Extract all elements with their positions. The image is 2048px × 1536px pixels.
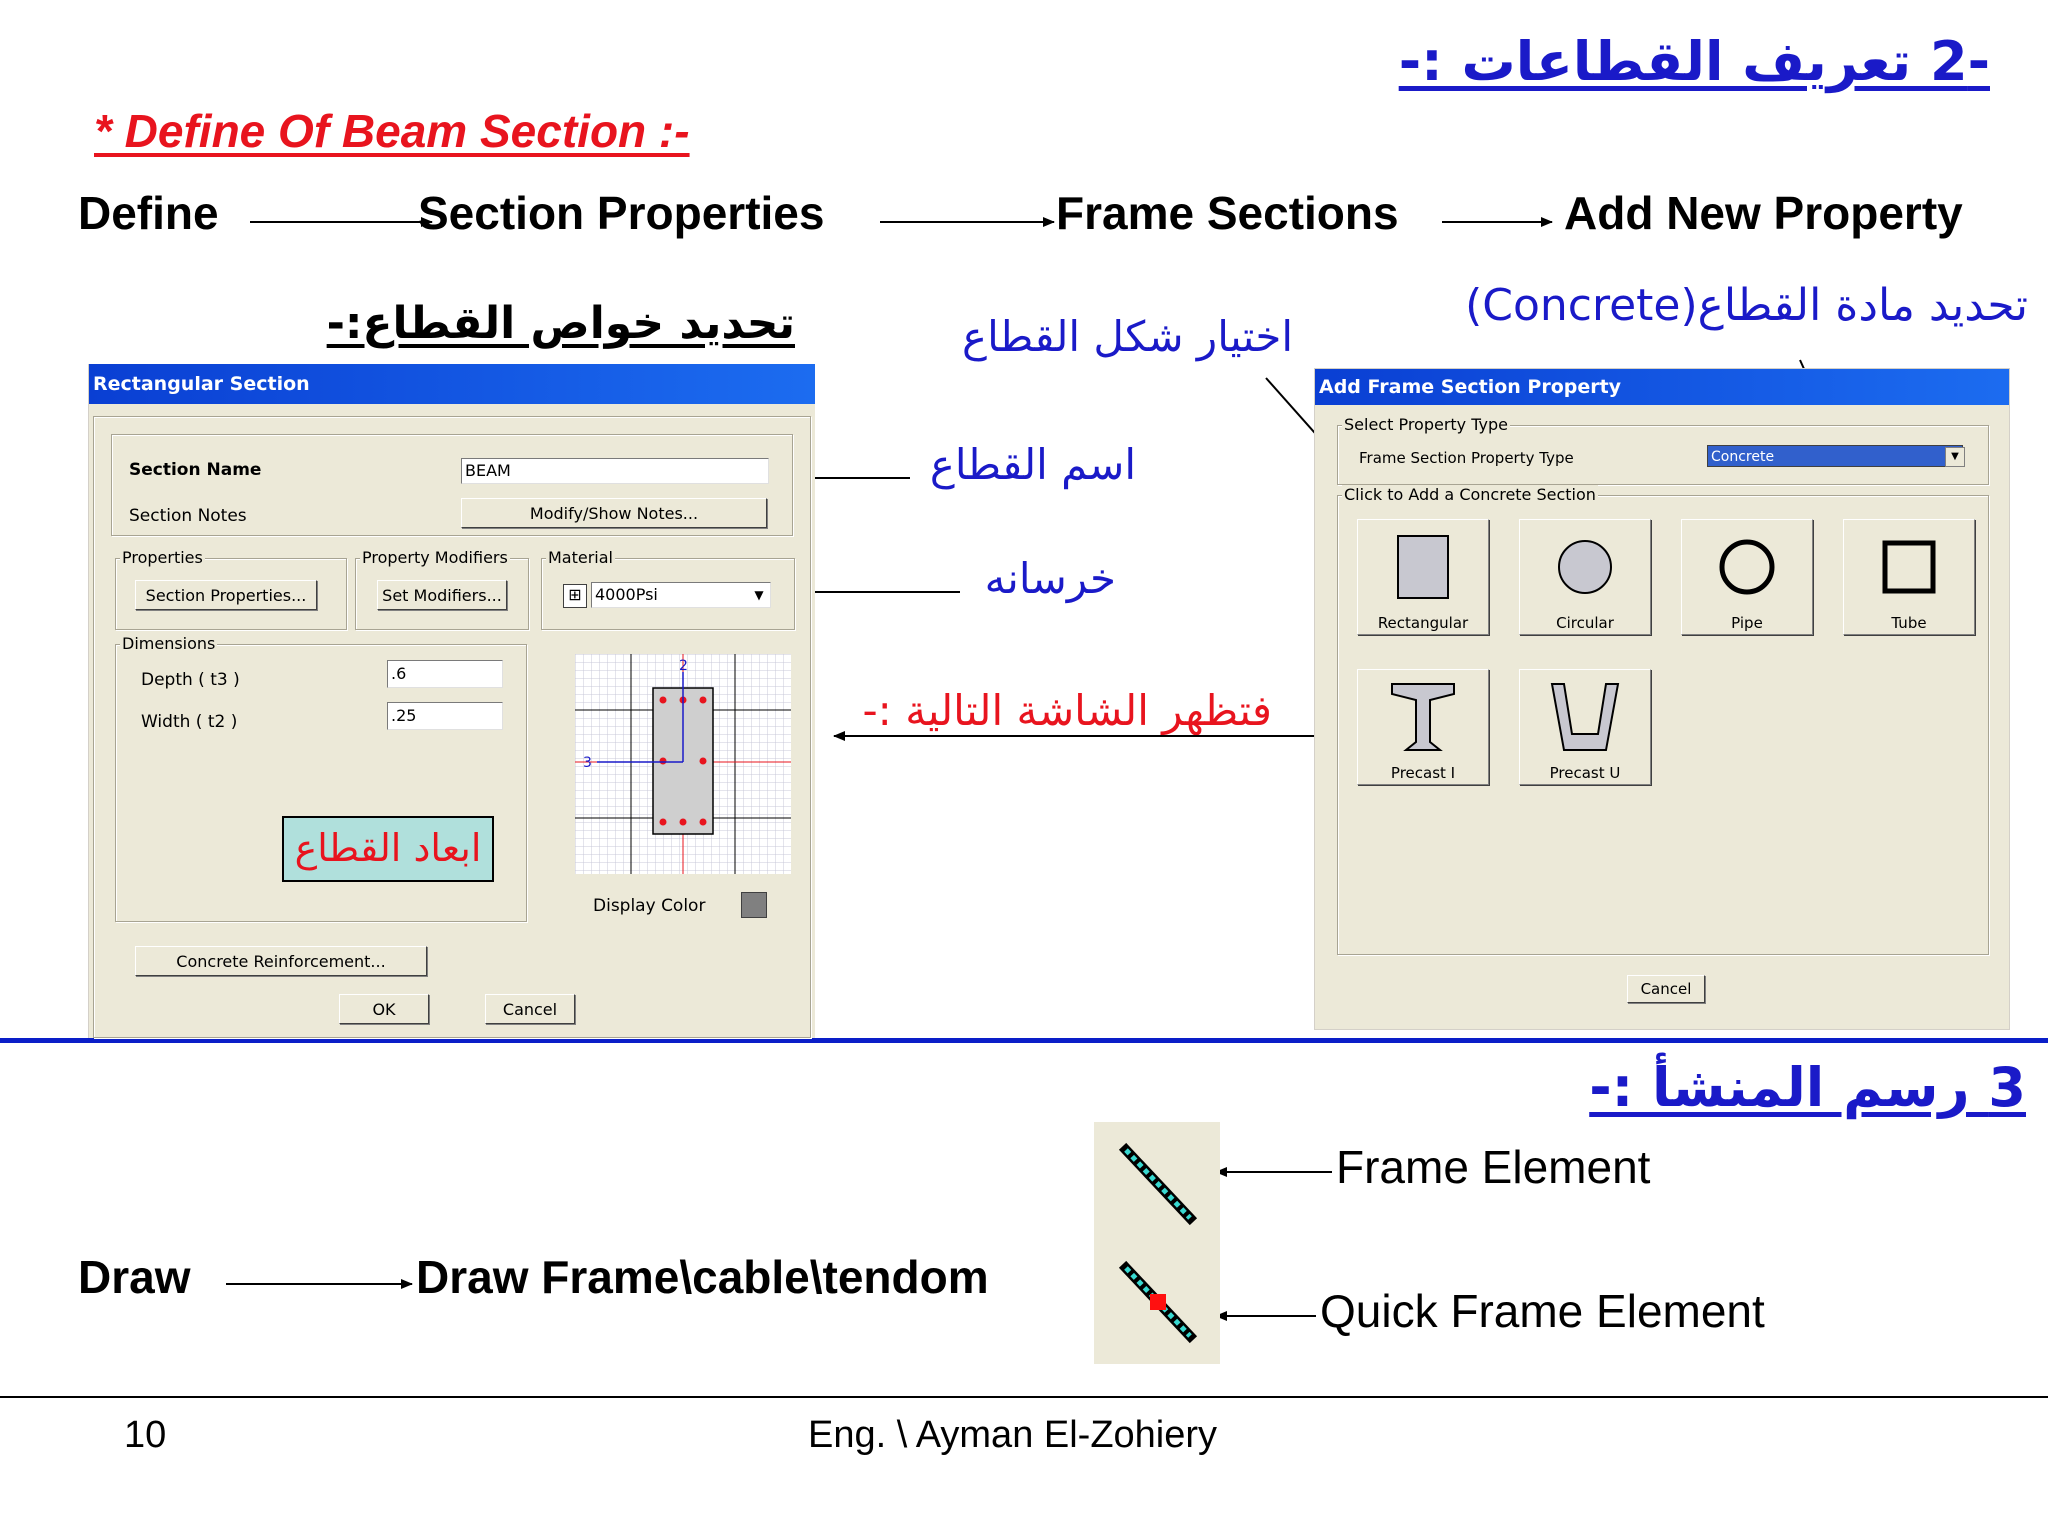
- property-modifiers-group-label: Property Modifiers: [362, 548, 508, 567]
- author-credit: Eng. \ Ayman El-Zohiery: [808, 1414, 1218, 1456]
- path-frame-sections: Frame Sections: [1056, 187, 1399, 239]
- rect-cancel-button[interactable]: Cancel: [485, 994, 575, 1024]
- shape-tube-label: Tube: [1891, 614, 1927, 632]
- annotation-material-concrete: تحديد مادة القطاع(Concrete): [1465, 280, 2028, 331]
- path-define: Define: [78, 187, 219, 239]
- property-type-dropdown-icon[interactable]: ▼: [1945, 447, 1965, 467]
- section-preview: [575, 654, 791, 874]
- shape-rectangular-label: Rectangular: [1377, 614, 1469, 632]
- width-input[interactable]: .25: [387, 702, 503, 730]
- section-name-input[interactable]: BEAM: [461, 458, 769, 484]
- page-number: 10: [124, 1414, 167, 1456]
- depth-label: Depth ( t3 ): [141, 670, 240, 690]
- shape-circular-button[interactable]: [1519, 519, 1651, 635]
- dimensions-callout: ابعاد القطاع: [282, 816, 494, 882]
- property-type-label: Frame Section Property Type: [1359, 449, 1574, 467]
- modify-show-notes-button[interactable]: Modify/Show Notes...: [461, 498, 767, 528]
- add-cancel-button[interactable]: Cancel: [1627, 975, 1705, 1003]
- quick-frame-element-icon[interactable]: [1118, 1260, 1198, 1344]
- axis-3-label: 3: [583, 755, 592, 771]
- add-frame-section-titlebar[interactable]: Add Frame Section Property: [1315, 369, 2009, 405]
- shape-precast-i-button[interactable]: [1357, 669, 1489, 785]
- path-add-new-property: Add New Property: [1564, 187, 1963, 239]
- shape-precast-u-button[interactable]: [1519, 669, 1651, 785]
- precast-u-shape-icon: [1548, 680, 1622, 754]
- rectangular-shape-icon: [1396, 534, 1450, 600]
- shape-circular-label: Circular: [1556, 614, 1614, 632]
- section-divider: [0, 1038, 2048, 1043]
- material-add-icon[interactable]: ⊞: [563, 584, 587, 608]
- section-3-heading: 3 رسم المنشأ :-: [1589, 1056, 2026, 1119]
- shape-precast-i-label: Precast I: [1390, 764, 1456, 782]
- frame-element-label: Frame Element: [1336, 1141, 1651, 1193]
- footer-divider: [0, 1396, 2048, 1398]
- material-select[interactable]: 4000Psi: [591, 582, 771, 608]
- draw-toolbar: [1094, 1122, 1220, 1364]
- pipe-shape-icon: [1718, 538, 1776, 596]
- section-2-heading: -2 تعريف القطاعات :-: [1398, 30, 1990, 93]
- annotation-section-name: اسم القطاع: [929, 440, 1136, 489]
- ok-button[interactable]: OK: [339, 994, 429, 1024]
- circular-shape-icon: [1556, 538, 1614, 596]
- shape-pipe-label: Pipe: [1731, 614, 1763, 632]
- material-dropdown-icon[interactable]: ▼: [754, 588, 764, 602]
- property-type-select[interactable]: Concrete: [1707, 445, 1963, 467]
- precast-i-shape-icon: [1388, 680, 1458, 754]
- shape-tube-button[interactable]: [1843, 519, 1975, 635]
- tube-shape-icon: [1882, 540, 1936, 594]
- frame-element-icon[interactable]: [1118, 1142, 1198, 1226]
- path-draw-frame: Draw Frame\cable\tendom: [416, 1251, 989, 1303]
- material-group-label: Material: [548, 548, 613, 567]
- add-frame-section-dialog: [1314, 368, 2010, 1030]
- dimensions-group-label: Dimensions: [122, 634, 216, 653]
- shape-precast-u-label: Precast U: [1549, 764, 1621, 782]
- path-draw: Draw: [78, 1251, 191, 1303]
- path-section-properties: Section Properties: [418, 187, 825, 239]
- concrete-section-group-label: Click to Add a Concrete Section: [1344, 485, 1596, 504]
- display-color-label: Display Color: [593, 896, 706, 916]
- depth-input[interactable]: .6: [387, 660, 503, 688]
- display-color-swatch[interactable]: [741, 892, 767, 918]
- rectangular-section-dialog: [88, 364, 815, 1038]
- section-name-label: Section Name: [129, 460, 262, 480]
- annotation-concrete: خرسانه: [984, 554, 1116, 603]
- annotation-choose-shape: اختيار شكل القطاع: [962, 312, 1293, 361]
- rectangular-section-titlebar[interactable]: Rectangular Section: [89, 364, 815, 404]
- width-label: Width ( t2 ): [141, 712, 238, 732]
- beam-section-heading: * Define Of Beam Section :-: [94, 105, 690, 157]
- select-type-group-label: Select Property Type: [1344, 415, 1508, 434]
- concrete-reinforcement-button[interactable]: Concrete Reinforcement...: [135, 946, 427, 976]
- shape-rectangular-button[interactable]: [1357, 519, 1489, 635]
- set-modifiers-button[interactable]: Set Modifiers...: [377, 580, 507, 610]
- annotation-section-properties: تحديد خواص القطاع:-: [326, 298, 795, 349]
- quick-frame-element-label: Quick Frame Element: [1320, 1285, 1765, 1337]
- axis-2-label: 2: [679, 658, 688, 674]
- section-notes-label: Section Notes: [129, 506, 247, 526]
- properties-group-label: Properties: [122, 548, 203, 567]
- shape-pipe-button[interactable]: [1681, 519, 1813, 635]
- annotation-next-screen: فتظهر الشاشة التالية :-: [862, 686, 1272, 735]
- section-properties-button[interactable]: Section Properties...: [135, 580, 317, 610]
